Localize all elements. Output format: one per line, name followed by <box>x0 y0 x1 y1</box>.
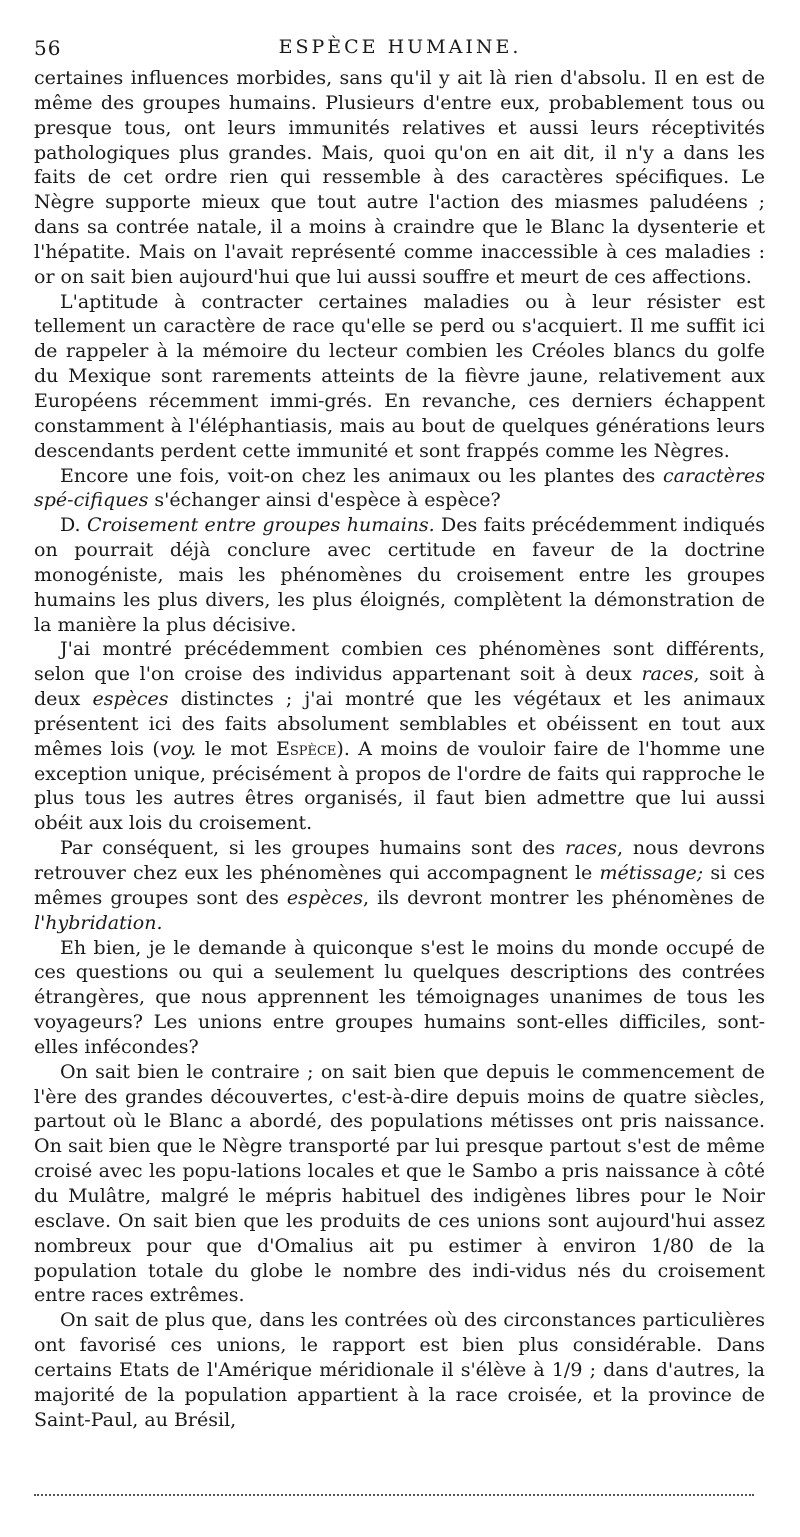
italic-text: l'hybridation. <box>34 911 163 934</box>
text-run: s'échanger ainsi d'espèce à espèce? <box>148 489 501 512</box>
text-run: On sait bien le contraire ; on sait bien que depuis le commencement de l'ère des grandes découvertes, c'est-à-dire depuis moins de quatre siècles, partout où le Blanc a abordé, des populations métisses ont pris naissance. On sait bien que le Nègre transporté par lui presque partout s'est de même croisé avec les popu-lations locales et que le Sambo a pris naissance à côté du Mulâtre, malgré le mépris habituel des indigènes libres pour le Noir esclave. On sait bien que les produits de ces unions sont aujourd'hui assez nombreux pour que d'Omalius ait pu estimer à environ 1/80 de la population totale du globe le nombre des indi-vidus nés du croisement entre races extrêmes. <box>34 1060 765 1307</box>
paragraph <box>34 290 765 464</box>
text-run: , ils devront montrer les phénomènes de <box>362 886 765 909</box>
small-caps-text: Espèce <box>275 737 337 760</box>
page-number: 56 <box>34 36 62 60</box>
text-run: Encore une fois, voit-on chez les animaux ou les plantes des <box>60 464 664 487</box>
text-run: distinctes ; j'ai montré que les végétaux et les animaux présentent ici des faits absolument semblables et obéissent en tout aux mêmes lois ( <box>34 688 765 760</box>
italic-text: espèces <box>286 886 363 909</box>
text-run: Eh bien, je le demande à quiconque s'est le moins du monde occupé de ces questions ou qui a seulement lu quelques descriptions des contrées étrangères, que nous apprennent les témoignages unanimes de tous les voyageurs? Les unions entre groupes humains sont-elles difficiles, sont-elles infécondes? <box>34 936 765 1058</box>
body-text <box>34 66 765 1432</box>
italic-text: Croisement entre groupes humains. <box>86 514 435 537</box>
bottom-dotted-rule <box>34 1494 754 1496</box>
paragraph <box>34 1060 765 1308</box>
paragraph <box>34 936 765 1060</box>
paragraph <box>34 836 765 935</box>
italic-text: caractères spé-cifiques <box>34 464 765 512</box>
paragraph <box>34 513 765 637</box>
text-run: ). A moins de vouloir faire de l'homme une exception unique, précisément à propos de l'ordre de faits qui rapproche le plus tous les autres êtres organisés, il faut bien admettre que lui aussi obéit aux lois du croisement. <box>34 737 766 835</box>
text-run: Des faits précédemment indiqués on pourrait déjà conclure avec certitude en faveur de la doctrine monogéniste, mais les phénomènes du croisement entre les groupes humains les plus divers, les plus éloignés, complètent la démonstration de la manière la plus décisive. <box>34 514 766 636</box>
running-title: ESPÈCE HUMAINE. <box>278 36 522 58</box>
italic-text: voy. <box>159 737 197 760</box>
italic-text: métissage; <box>599 862 704 884</box>
text-run: Par conséquent, si les groupes humains sont des <box>60 837 565 860</box>
text-run: le mot <box>196 737 276 760</box>
text-run: J'ai montré précédemment combien ces phénomènes sont différents, selon que l'on croise des individus appartenant soit à deux <box>34 638 765 686</box>
italic-text: races <box>564 837 617 860</box>
italic-text: espèces <box>92 688 169 711</box>
text-run: , nous devrons retrouver chez eux les phénomènes qui accompagnent le <box>34 837 765 884</box>
text-run: si ces mêmes groupes sont des <box>34 862 765 909</box>
text-run: On sait de plus que, dans les contrées où des circonstances particulières ont favorisé ces unions, le rapport est bien plus considérable. Dans certains Etats de l'Amérique méridionale il s'élève à 1/9 ; dans d'autres, la majorité de la population appartient à la race croisée, et la province de Saint-Paul, au Brésil, <box>34 1309 765 1431</box>
page-header <box>34 36 766 64</box>
text-run: , soit à deux <box>34 663 765 711</box>
text-run: L'aptitude à contracter certaines maladies ou à leur résister est tellement un caractère de race qu'elle se perd ou s'acquiert. Il me suffit ici de rappeler à la mémoire du lecteur combien les Créoles blancs du golfe du Mexique sont rarements atteints de la fièvre jaune, relativement aux Européens récemment immi-grés. En revanche, ces derniers échappent constamment à l'éléphantiasis, mais au bout de quelques générations leurs descendants perdent cette immunité et sont frappés comme les Nègres. <box>34 290 765 462</box>
paragraph <box>34 66 765 290</box>
paragraph <box>34 1308 765 1432</box>
paragraph <box>34 464 765 514</box>
paragraph <box>34 637 765 836</box>
text-run: certaines influences morbides, sans qu'il y ait là rien d'absolu. Il en est de même des groupes humains. Plusieurs d'entre eux, probablement tous ou presque tous, ont leurs immunités relatives et aussi leurs réceptivités pathologiques plus grandes. Mais, quoi qu'on en ait dit, il n'y a dans les faits de cet ordre rien qui ressemble à des caractères spécifiques. Le Nègre supporte mieux que tout autre l'action des miasmes paludéens ; dans sa contrée natale, il a moins à craindre que le Blanc la dysenterie et l'hépatite. Mais on l'avait représenté comme inaccessible à ces maladies : or on sait bien aujourd'hui que lui aussi souffre et meurt de ces affections. <box>34 67 765 288</box>
italic-text: races <box>641 663 694 686</box>
text-run: D. <box>60 514 87 537</box>
